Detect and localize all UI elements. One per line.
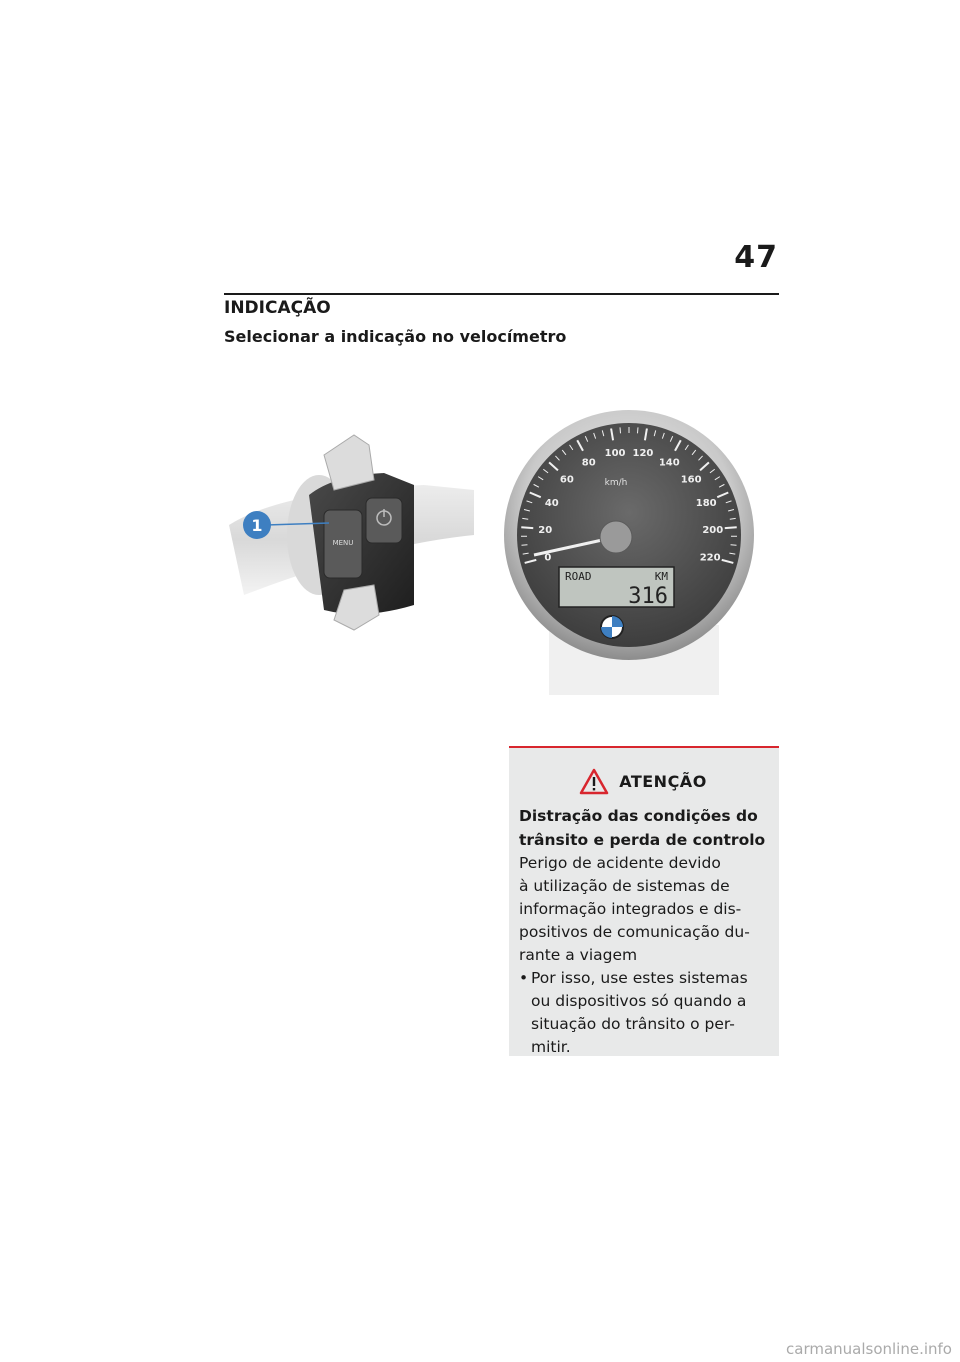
scale-label: 160 bbox=[680, 474, 702, 486]
warning-header bbox=[519, 766, 767, 796]
callout-number: 1 bbox=[251, 516, 263, 535]
scale-label: 140 bbox=[658, 457, 680, 469]
lcd-odometer-value: 316 bbox=[628, 584, 668, 609]
warning-line: informação integrados e dis- bbox=[519, 900, 742, 918]
subheading: Selecionar a indicação no velocímetro bbox=[224, 327, 567, 346]
warning-triangle-icon bbox=[579, 768, 609, 795]
scale-label: 40 bbox=[544, 497, 559, 509]
scale-label: 120 bbox=[632, 448, 654, 460]
scale-label: 20 bbox=[538, 525, 553, 537]
bullet-line: mitir. bbox=[531, 1038, 571, 1056]
warning-bullet bbox=[519, 967, 767, 1059]
instrument-figure bbox=[224, 395, 779, 710]
scale-tick bbox=[731, 545, 737, 546]
page-number: 47 bbox=[734, 240, 778, 275]
scale-label: 220 bbox=[699, 552, 721, 564]
scale-tick bbox=[725, 527, 737, 528]
speed-unit-label: km/h bbox=[604, 478, 628, 488]
warning-text bbox=[519, 852, 767, 967]
scale-label: 0 bbox=[544, 552, 552, 564]
scale-label: 80 bbox=[581, 457, 596, 469]
handlebar-switch-illustration bbox=[229, 435, 474, 630]
warning-box bbox=[509, 746, 779, 1056]
warning-line: Perigo de acidente devido bbox=[519, 854, 721, 872]
scale-label: 200 bbox=[702, 525, 724, 537]
scale-tick bbox=[521, 545, 527, 546]
header-rule bbox=[224, 293, 779, 295]
warning-title: ATENÇÃO bbox=[619, 771, 707, 791]
lcd-unit-label: KM bbox=[654, 570, 668, 583]
watermark: carmanualsonline.info bbox=[786, 1340, 952, 1358]
warning-subject: Distração das condições do trânsito e perda de controlo bbox=[519, 807, 766, 849]
bullet-line: Por isso, use estes sistemas bbox=[531, 969, 748, 987]
scale-label: 100 bbox=[604, 448, 626, 460]
lcd-mode-label: ROAD bbox=[565, 570, 592, 583]
speedometer-illustration bbox=[504, 410, 754, 695]
section-title: INDICAÇÃO bbox=[224, 298, 331, 318]
bullet-marker: • bbox=[519, 969, 529, 987]
scale-tick bbox=[521, 527, 533, 528]
menu-button-label: MENU bbox=[332, 539, 354, 547]
warning-line: à utilização de sistemas de bbox=[519, 877, 730, 895]
scale-label: 180 bbox=[695, 497, 717, 509]
warning-line: positivos de comunicação du- bbox=[519, 923, 750, 941]
scale-label: 60 bbox=[559, 474, 574, 486]
warning-line: rante a viagem bbox=[519, 946, 638, 964]
bullet-line: situação do trânsito o per- bbox=[531, 1015, 735, 1033]
bullet-line: ou dispositivos só quando a bbox=[531, 992, 747, 1010]
